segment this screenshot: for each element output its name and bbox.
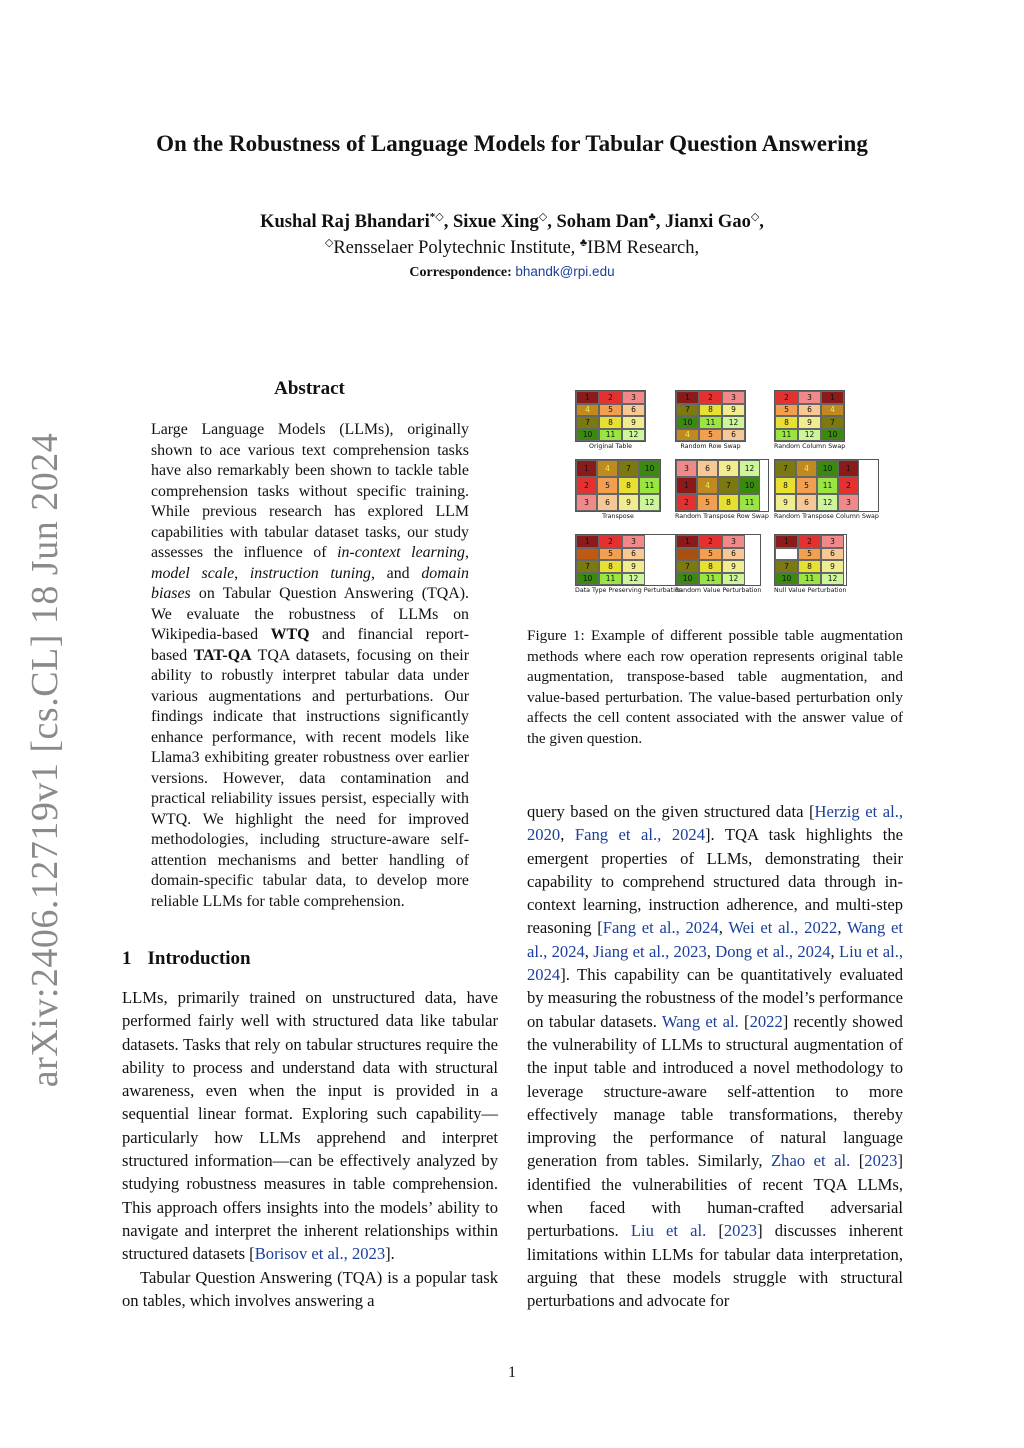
table-label: Original Table (589, 443, 632, 450)
table-cell: 7 (576, 560, 599, 573)
table-cell: 6 (597, 494, 618, 511)
table-cell: 6 (821, 548, 844, 561)
augmented-table (675, 534, 761, 594)
citation-link[interactable]: Borisov et al., 2023 (254, 1244, 386, 1264)
author-name: Sixue Xing (452, 212, 539, 233)
augmented-table (575, 459, 661, 520)
table-cell: 12 (798, 429, 821, 442)
table-label: Null Value Perturbation (774, 587, 847, 594)
section-number: 1 (122, 948, 132, 969)
table-cell: 3 (576, 494, 597, 511)
paragraph-text: ]. This capability can be quantitatively evaluated by measuring the robustness of the model’s performance on tabular datasets. (527, 965, 903, 1031)
abstract-text: Large Language Models (LLMs), originally shown to ace various text comprehension tasks have also remarkably been shown to tackle table comprehension tasks without specific training. While previous research has explored LLM capabilities with tabular dataset tasks, our study assesses the influence of (151, 421, 469, 561)
abstract-text: on Tabular Question Answering (TQA). We evaluate the robustness of LLMs on Wikipedia-based (151, 585, 469, 643)
author-mark: *◇ (429, 211, 444, 223)
table-cell: 9 (618, 494, 639, 511)
table-label: Random Column Swap (774, 443, 846, 450)
paragraph-text: , (830, 941, 840, 961)
abstract-italic: in-context learning (337, 544, 465, 561)
paragraph-text: ]. (385, 1244, 395, 1264)
section-heading (122, 948, 251, 970)
author-name: Kushal Raj Bhandari (260, 212, 430, 233)
table-cell: 1 (576, 535, 599, 548)
paragraph-text: , (560, 825, 575, 845)
table-cell: 9 (722, 404, 745, 417)
paragraph-text: ]. TQA task highlights the emergent properties of LLMs, demonstrating their capability to comprehend structured data through in-context learning, instruction adherence, and multi-step reasoning [ (527, 825, 904, 938)
table-cell: 8 (699, 560, 722, 573)
paragraph-text: query based on the given structured data [ (527, 802, 815, 821)
author-trailing: , (759, 212, 764, 233)
augmented-table (774, 459, 879, 520)
table-cell: 1 (576, 391, 599, 404)
abstract-text: , (234, 564, 250, 582)
page-number: 1 (508, 1364, 516, 1381)
table-cell: 8 (798, 560, 821, 573)
abstract-heading: Abstract (274, 378, 345, 399)
table-cell: 10 (775, 573, 798, 586)
table-cell: 10 (676, 416, 699, 429)
table-cell: 10 (576, 573, 599, 586)
table-cell: 5 (597, 477, 618, 494)
figure-caption: Figure 1: Example of different possible table augmentation methods where each row operation represents original table augmentation, transpose-based table augmentation, and value-based perturbation. The value-based perturbation only affects the cell content associated with the answer value of the given question. (527, 627, 903, 747)
abstract-body (151, 420, 469, 912)
table-cell: 2 (798, 535, 821, 548)
affil-inst: IBM Research, (587, 238, 700, 259)
table-cell: 1 (676, 477, 697, 494)
citation-link[interactable]: Herzig et al., 2020 (527, 802, 903, 845)
affil-mark: ◇ (324, 237, 334, 249)
table-cell: 9 (718, 460, 739, 477)
citation-link[interactable]: Wang et al., 2024 (527, 918, 903, 961)
citation-link[interactable]: Jiang et al., 2023 (593, 941, 707, 961)
augmented-table (575, 390, 646, 450)
augmented-table (575, 534, 683, 594)
table-cell: 3 (622, 391, 645, 404)
table-cell: 4 (597, 460, 618, 477)
left-column (122, 986, 498, 1312)
table-cell: 6 (798, 404, 821, 417)
arxiv-id-text: arXiv:2406.12719v1 [cs.CL] 18 Jun 2024 (24, 432, 67, 1088)
table-cell: 7 (676, 560, 699, 573)
citation-link[interactable]: Fang et al., 2024 (602, 918, 719, 938)
paper-title: On the Robustness of Language Models for Tabular Question Answering (156, 131, 868, 156)
table-cell: 11 (817, 477, 838, 494)
table-cell: 6 (796, 494, 817, 511)
table-cell: 7 (821, 416, 844, 429)
citation-link[interactable]: Wei et al., 2022 (728, 918, 838, 938)
abstract-text: and financial report-based (151, 626, 469, 664)
table-cell: 3 (676, 460, 697, 477)
table-cell: 5 (699, 429, 722, 442)
table-label: Random Transpose Row Swap (675, 513, 769, 520)
paragraph-text: , (718, 918, 729, 938)
table-label: Random Row Swap (680, 443, 741, 450)
table-cell: 3 (798, 391, 821, 404)
table-cell: 4 (796, 460, 817, 477)
table-cell: 6 (722, 429, 745, 442)
table-cell: 6 (622, 404, 645, 417)
paragraph-text: , (706, 941, 716, 961)
table-cell: 10 (821, 429, 844, 442)
paragraph (122, 1266, 498, 1313)
table-cell: 8 (618, 477, 639, 494)
table-cell: 8 (699, 404, 722, 417)
table-cell: 6 (697, 460, 718, 477)
table-cell: 10 (739, 477, 760, 494)
author-name: Jianxi Gao (664, 212, 751, 233)
table-cell: 7 (775, 460, 796, 477)
table-cell: 9 (798, 416, 821, 429)
table-cell: 3 (622, 535, 645, 548)
abstract-italic: instruction tuning (249, 564, 372, 582)
paragraph-text: ] recently showed the vulnerability of LLMs to structural augmentation of the input table and introduced a novel methodology to leverage structure-aware self-attention to more effectively manage table transformations, thereby improving the performance of natural language generation from tables. Similarly, (527, 1011, 903, 1171)
table-cell: 12 (821, 573, 844, 586)
table-cell: 11 (599, 573, 622, 586)
table-cell: 3 (722, 535, 745, 548)
table-cell: 1 (838, 460, 859, 477)
author-list: Kushal Raj Bhandari*◇, Sixue Xing◇, Soham Dan♣, Jianxi Gao◇, (260, 211, 764, 233)
affiliations (0, 236, 1024, 259)
table-cell: 5 (697, 494, 718, 511)
correspondence-label: Correspondence: (409, 265, 512, 280)
citation-link[interactable]: Wang et al. (661, 1011, 739, 1031)
table-cell: 6 (722, 548, 745, 561)
table-label: Random Value Perturbation (675, 587, 762, 594)
table-cell: 2 (676, 494, 697, 511)
table-cell: 4 (676, 429, 699, 442)
table-cell: 3 (722, 391, 745, 404)
abstract-text: , and (371, 564, 422, 582)
table-cell: 5 (775, 404, 798, 417)
paragraph-text: ] identified the vulnerabilities of recent TQA LLMs, when faced with human-crafted adversarial perturbations. (527, 1151, 903, 1241)
table-cell: 2 (838, 477, 859, 494)
table-cell: 1 (775, 535, 798, 548)
table-cell: 12 (639, 494, 660, 511)
table-cell: 12 (622, 429, 645, 442)
table-cell: 11 (699, 416, 722, 429)
table-cell: 11 (599, 429, 622, 442)
section-title: Introduction (147, 948, 251, 969)
table-cell: 7 (676, 404, 699, 417)
author-mark: ◇ (538, 211, 548, 223)
paragraph-text: Tabular Question Answering (TQA) is a popular task on tables, which involves answering a (122, 1267, 498, 1310)
table-cell: 12 (722, 416, 745, 429)
right-column (527, 800, 903, 1313)
table-cell: 8 (775, 416, 798, 429)
table-cell: 7 (576, 416, 599, 429)
paragraph (527, 800, 903, 1313)
table-cell: 7 (775, 560, 798, 573)
table-cell: 2 (775, 391, 798, 404)
table-cell: 11 (639, 477, 660, 494)
citation-link[interactable]: Liu et al., 2024 (527, 941, 903, 985)
arxiv-identifier (20, 432, 70, 1088)
table-cell: 9 (775, 494, 796, 511)
augmented-table (774, 534, 847, 594)
citation-link[interactable]: Fang et al., 2024 (574, 825, 706, 845)
table-cell: 10 (676, 573, 699, 586)
paragraph (122, 986, 498, 1266)
paragraph-text: , (584, 941, 594, 961)
table-cell: 1 (676, 391, 699, 404)
table-cell: 5 (599, 548, 622, 561)
paragraph-text: , (837, 918, 847, 938)
table-cell: 8 (718, 494, 739, 511)
affil-inst: Rensselaer Polytechnic Institute, (333, 238, 580, 259)
table-cell: 1 (676, 535, 699, 548)
table-cell: 1 (821, 391, 844, 404)
table-cell: 2 (699, 391, 722, 404)
table-cell: 5 (599, 404, 622, 417)
table-cell: 5 (798, 548, 821, 561)
table-cell: 2 (576, 477, 597, 494)
abstract-text: , (465, 544, 469, 561)
table-cell (576, 548, 599, 561)
author-mark: ◇ (750, 211, 760, 223)
augmented-table (675, 459, 769, 520)
citation-link[interactable]: Zhao et al. (771, 1151, 851, 1171)
paragraph-text: [ (738, 1011, 750, 1031)
table-cell: 4 (576, 404, 599, 417)
table-cell: 10 (817, 460, 838, 477)
augmented-table (774, 390, 845, 450)
table-cell: 9 (821, 560, 844, 573)
table-cell: 1 (576, 460, 597, 477)
abstract-italic: model scale (151, 564, 235, 582)
paragraph-text: LLMs, primarily trained on unstructured data, have performed fairly well with structured data like tabular datasets. Tasks that rely on tabular structures require the ability to process and understand data with structural awareness, even when the input is provided in a sequential linear format. Exploring such capability—particularly how LLMs apprehend and interpret structured information—can be effectively analyzed by studying robustness measures in table comprehension. This approach offers insights into the models’ ability to navigate and interpret the inherent relationships within structured datasets [ (122, 988, 498, 1264)
table-cell: 2 (699, 535, 722, 548)
table-label: Transpose (602, 513, 634, 520)
table-cell: 12 (622, 573, 645, 586)
table-label: Data Type Preserving Perturbation (575, 587, 683, 594)
abstract-italic: domain biases (151, 564, 469, 602)
citation-link[interactable]: Dong et al., 2024 (715, 941, 831, 961)
table-cell: 2 (599, 535, 622, 548)
citation-link[interactable]: Liu et al. (630, 1221, 707, 1241)
table-cell: 8 (599, 416, 622, 429)
table-cell: 4 (821, 404, 844, 417)
table-cell: 2 (599, 391, 622, 404)
table-cell: 11 (739, 494, 760, 511)
table-cell: 11 (798, 573, 821, 586)
table-label: Random Transpose Column Swap (774, 513, 879, 520)
table-cell: 7 (618, 460, 639, 477)
correspondence (0, 264, 1024, 281)
augmented-table (675, 390, 746, 450)
table-cell: 12 (722, 573, 745, 586)
table-cell: 4 (697, 477, 718, 494)
citation-link[interactable]: 2023 (723, 1221, 758, 1241)
table-cell: 8 (775, 477, 796, 494)
table-cell: 10 (639, 460, 660, 477)
table-cell: 12 (739, 460, 760, 477)
author-mark: ♣ (648, 211, 656, 223)
table-cell: 5 (796, 477, 817, 494)
table-cell: 3 (821, 535, 844, 548)
abstract-bold: TAT-QA (193, 646, 252, 664)
table-cell (775, 548, 798, 561)
author-name: Soham Dan (556, 212, 649, 233)
paragraph-text: [ (850, 1151, 865, 1171)
affil-mark: ♣ (579, 237, 588, 249)
correspondence-email-link[interactable]: bhandk@rpi.edu (515, 264, 615, 279)
table-cell: 7 (718, 477, 739, 494)
table-cell (676, 548, 699, 561)
citation-link[interactable]: 2022 (749, 1011, 783, 1031)
table-cell: 8 (599, 560, 622, 573)
paragraph-text: ] discusses inherent limitations within LLMs for tabular data interpretation, arguing that these models struggle with structural perturbations and advocate for (527, 1221, 903, 1311)
abstract-text: TQA datasets, focusing on their ability to robustly interpret tabular data under various augmentations and perturbations. Our findings indicate that instructions significantly enhance performance, with recent models like Llama3 exhibiting greater robustness over earlier versions. However, data contamination and practical reliability issues persist, especially with WTQ. We highlight the need for improved methodologies, including structure-aware self-attention mechanisms and better handling of domain-specific tabular data, to develop more reliable LLMs for table comprehension. (151, 646, 469, 910)
citation-link[interactable]: 2023 (864, 1151, 898, 1171)
table-cell: 5 (699, 548, 722, 561)
abstract-bold: WTQ (270, 626, 310, 643)
table-cell: 11 (699, 573, 722, 586)
table-cell: 11 (775, 429, 798, 442)
table-cell: 10 (576, 429, 599, 442)
paragraph-text: [ (706, 1221, 724, 1241)
figure-1 (560, 386, 880, 606)
table-cell: 3 (838, 494, 859, 511)
table-cell: 6 (622, 548, 645, 561)
table-cell: 9 (722, 560, 745, 573)
table-cell: 9 (622, 416, 645, 429)
table-cell: 12 (817, 494, 838, 511)
table-cell: 9 (622, 560, 645, 573)
